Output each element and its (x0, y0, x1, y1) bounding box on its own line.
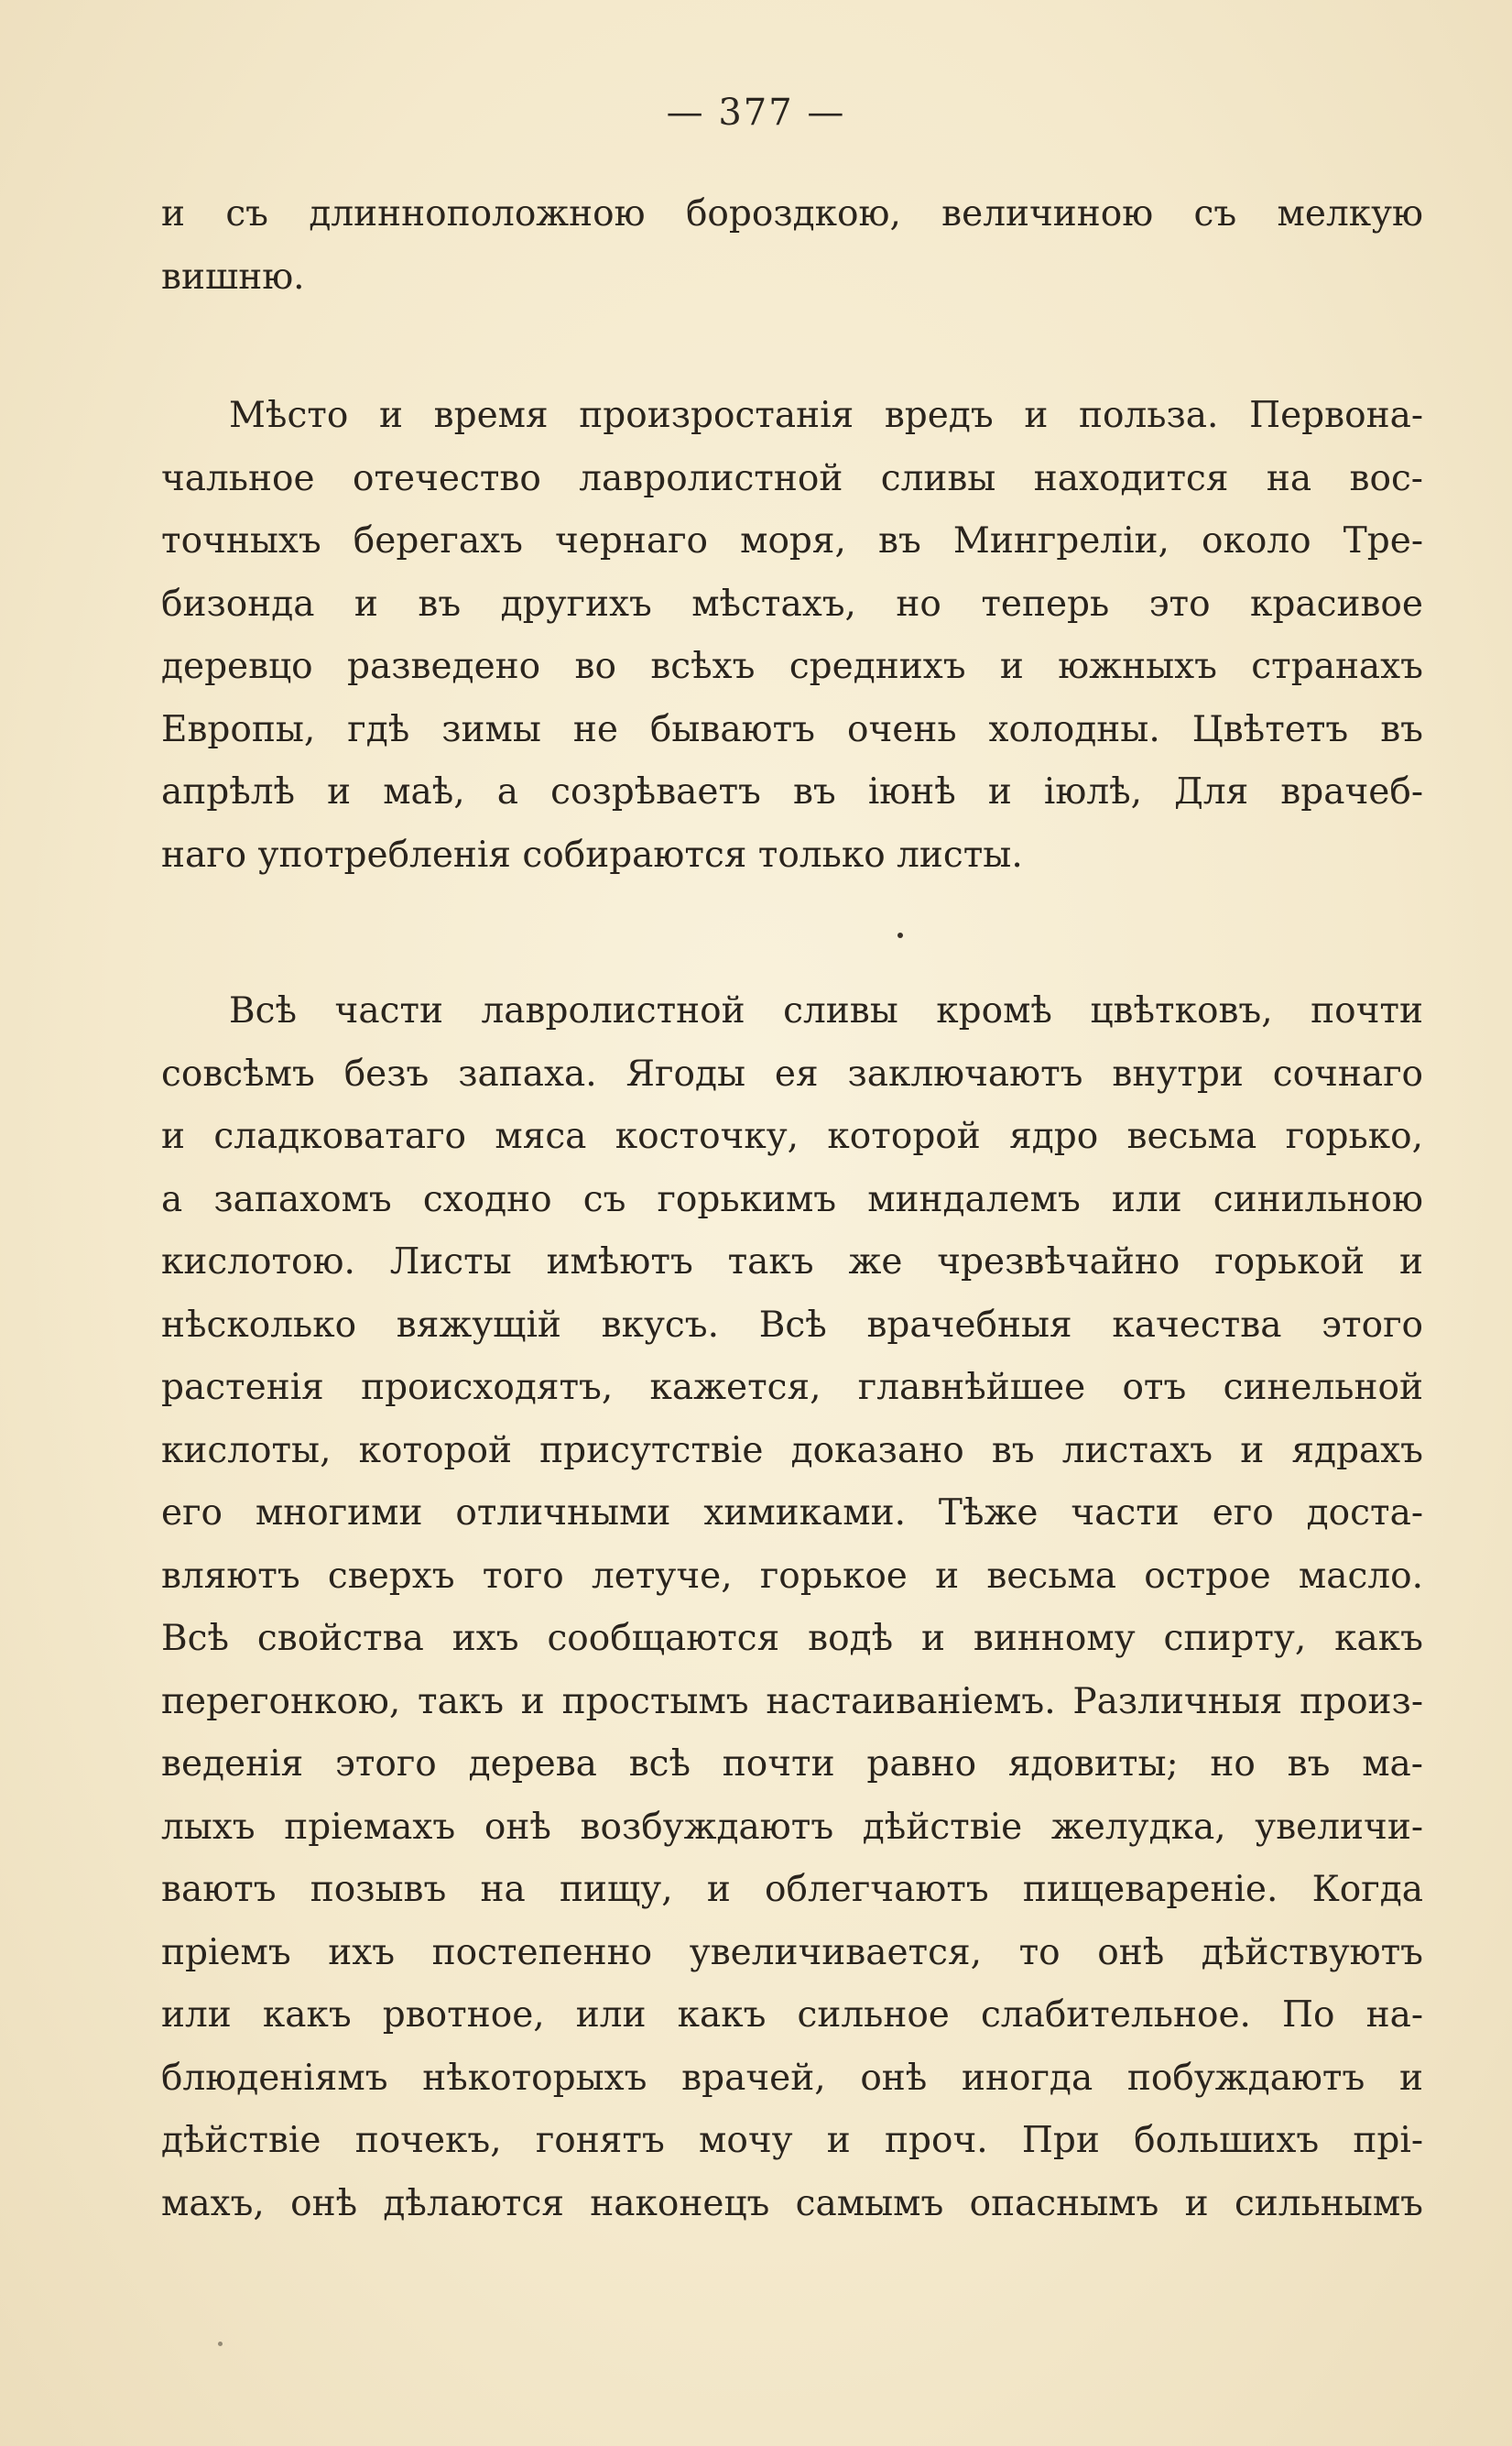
page-number: — 377 — (666, 92, 846, 134)
text-line: совсѣмъ безъ запаха. Ягоды ея заключаютъ внутри сочнаго (161, 1053, 1423, 1095)
text-line: Всѣ части лавролистной сливы кромѣ цвѣтковъ, почти (229, 990, 1423, 1032)
ink-speck (218, 2342, 223, 2346)
text-line: а запахомъ сходно съ горькимъ миндалемъ или синильною (161, 1178, 1423, 1220)
text-line: его многими отличными химиками. Тѣже части его доста- (161, 1492, 1423, 1534)
text-line: точныхъ берегахъ чернаго моря, въ Мингреліи, около Тре- (161, 520, 1423, 562)
text-line: лыхъ пріемахъ онѣ возбуждаютъ дѣйствіе желудка, увеличи- (161, 1806, 1423, 1848)
text-line: и сладковатаго мяса косточку, которой ядро весьма горько, (161, 1116, 1423, 1157)
text-line: ваютъ позывъ на пищу, и облегчаютъ пищевареніе. Когда (161, 1869, 1423, 1910)
text-line: чальное отечество лавролистной сливы находится на вос- (161, 457, 1423, 499)
text-line: перегонкою, такъ и простымъ настаиваніемъ. Различныя произ- (161, 1680, 1423, 1722)
text-line: вишню. (161, 256, 305, 298)
text-line: вляютъ сверхъ того летуче, горькое и весьма острое масло. (161, 1555, 1423, 1597)
text-line: и съ длинноположною бороздкою, величиною съ мелкую (161, 193, 1423, 235)
text-line: Европы, гдѣ зимы не бываютъ очень холодны. Цвѣтетъ въ (161, 708, 1423, 750)
ink-speck (897, 933, 903, 938)
text-line: нѣсколько вяжущій вкусъ. Всѣ врачебныя качества этого (161, 1304, 1423, 1346)
paragraph-2 (161, 385, 1423, 887)
text-line: пріемъ ихъ постепенно увеличивается, то онѣ дѣйствуютъ (161, 1931, 1423, 1973)
paragraph-3 (161, 980, 1423, 2235)
text-line: блюденіямъ нѣкоторыхъ врачей, онѣ иногда побуждаютъ и (161, 2057, 1423, 2099)
text-line: или какъ рвотное, или какъ сильное слабительное. По на- (161, 1994, 1423, 2036)
text-line: растенія происходятъ, кажется, главнѣйшее отъ синельной (161, 1367, 1423, 1408)
text-line: кислоты, которой присутствіе доказано въ листахъ и ядрахъ (161, 1429, 1423, 1471)
text-line: веденія этого дерева всѣ почти равно ядовиты; но въ ма- (161, 1743, 1423, 1785)
text-line: Мѣсто и время произростанія вредъ и польза. Первона- (229, 395, 1423, 436)
text-line: кислотою. Листы имѣютъ такъ же чрезвѣчайно горькой и (161, 1241, 1423, 1283)
text-line: деревцо разведено во всѣхъ среднихъ и южныхъ странахъ (161, 646, 1423, 687)
text-line: дѣйствіе почекъ, гонятъ мочу и проч. При большихъ прі- (161, 2120, 1423, 2161)
text-line: махъ, онѣ дѣлаются наконецъ самымъ опаснымъ и сильнымъ (161, 2182, 1423, 2224)
text-line: наго употребленія собираются только листы. (161, 834, 1023, 876)
text-line: апрѣлѣ и маѣ, а созрѣваетъ въ іюнѣ и іюлѣ, Для врачеб- (161, 771, 1423, 813)
text-line: бизонда и въ другихъ мѣстахъ, но теперь это красивое (161, 583, 1423, 625)
paragraph-1 (161, 183, 1423, 309)
text-line: Всѣ свойства ихъ сообщаются водѣ и винному спирту, какъ (161, 1618, 1423, 1659)
